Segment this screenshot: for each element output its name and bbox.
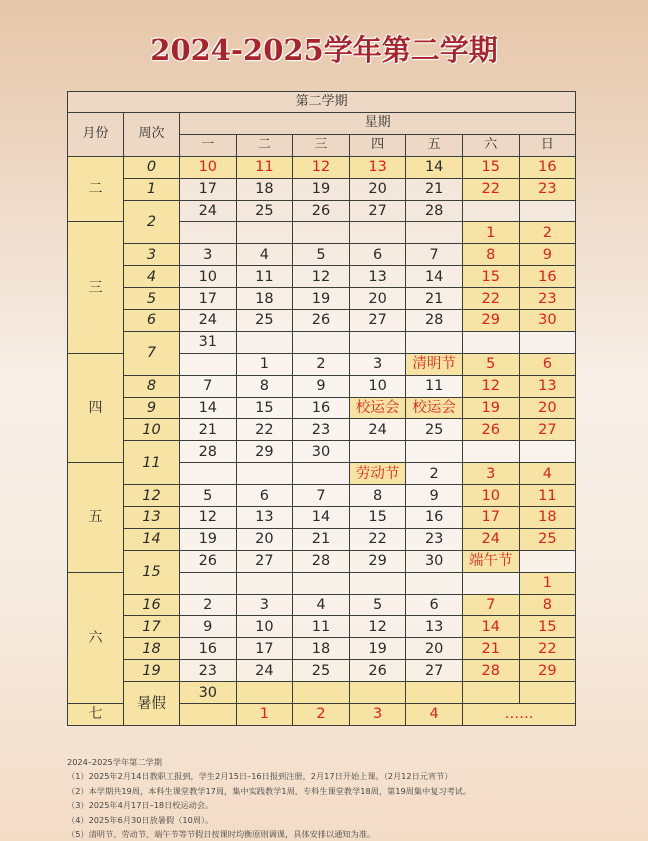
table-row: [68, 616, 576, 638]
day-cell: [519, 200, 576, 222]
table-row: [68, 178, 576, 200]
day-cell: [236, 682, 293, 704]
holiday-cell-qingming: 清明节: [406, 353, 463, 375]
day-cell: 23: [519, 288, 576, 310]
week-number: 2: [124, 200, 180, 244]
day-cell: 18: [519, 507, 576, 529]
day-cell: 30: [519, 310, 576, 332]
week-number: 3: [124, 244, 180, 266]
day-cell: 16: [519, 156, 576, 178]
day-cell: [349, 331, 406, 353]
day-cell: 3: [349, 704, 406, 726]
day-cell: 29: [349, 550, 406, 572]
day-cell: 17: [180, 178, 237, 200]
week-number: 8: [124, 375, 180, 397]
day-cell: 28: [406, 200, 463, 222]
day-cell: 19: [349, 638, 406, 660]
day-cell: 6: [406, 594, 463, 616]
day-cell: 12: [293, 266, 350, 288]
holiday-cell-labor-day: 劳动节: [349, 463, 406, 485]
day-cell: 17: [462, 507, 519, 529]
week-number: 1: [124, 178, 180, 200]
day-cell: 27: [349, 310, 406, 332]
day-cell: 11: [406, 375, 463, 397]
day-cell: 30: [406, 550, 463, 572]
day-cell: 15: [236, 397, 293, 419]
day-cell: 24: [180, 200, 237, 222]
day-cell: [293, 331, 350, 353]
week-number: 19: [124, 660, 180, 682]
day-cell: 20: [349, 288, 406, 310]
day-cell: 27: [349, 200, 406, 222]
notes-section: [67, 755, 471, 841]
day-cell: 1: [236, 353, 293, 375]
day-cell: 16: [519, 266, 576, 288]
day-cell: 27: [519, 419, 576, 441]
month-cell-may: 五: [68, 463, 124, 572]
day-cell: 20: [519, 397, 576, 419]
day-cell: 7: [293, 485, 350, 507]
day-cell: [519, 550, 576, 572]
table-row: [68, 200, 576, 222]
day-cell: 22: [462, 288, 519, 310]
day-cell: 4: [236, 244, 293, 266]
day-cell: 19: [293, 288, 350, 310]
day-cell: [462, 572, 519, 594]
day-cell: [462, 331, 519, 353]
day-cell: 14: [462, 616, 519, 638]
day-cell: [462, 441, 519, 463]
day-cell: 15: [462, 266, 519, 288]
day-cell: [293, 222, 350, 244]
day-cell: 3: [180, 244, 237, 266]
table-row: [68, 638, 576, 660]
day-cell: 16: [406, 507, 463, 529]
day-cell: [236, 331, 293, 353]
month-column-header: 月份: [68, 113, 124, 157]
day-cell: 9: [180, 616, 237, 638]
day-cell: 20: [349, 178, 406, 200]
day-cell: 1: [462, 222, 519, 244]
day-cell: [293, 463, 350, 485]
day-cell: [519, 682, 576, 704]
day-cell: [406, 331, 463, 353]
day-cell: [180, 222, 237, 244]
day-cell: 30: [293, 441, 350, 463]
weekday-group-header: 星期: [180, 113, 576, 135]
week-number: 4: [124, 266, 180, 288]
day-cell: 25: [519, 528, 576, 550]
weekday-wed: 三: [293, 134, 350, 156]
week-number: 10: [124, 419, 180, 441]
day-cell: 5: [462, 353, 519, 375]
day-cell: 25: [236, 310, 293, 332]
day-cell: [406, 572, 463, 594]
day-cell: 4: [519, 463, 576, 485]
day-cell: 26: [462, 419, 519, 441]
day-cell: 26: [293, 310, 350, 332]
vacation-week-label: 暑假: [124, 682, 180, 726]
day-cell: 5: [349, 594, 406, 616]
day-cell: 24: [349, 419, 406, 441]
table-row: [68, 660, 576, 682]
day-cell: 8: [519, 594, 576, 616]
day-cell: 14: [406, 156, 463, 178]
day-cell: 9: [406, 485, 463, 507]
week-column-header: 周次: [124, 113, 180, 157]
note-item: （2）本学期共19周，本科生课堂教学17周，集中实践教学1周，专科生课堂教学18周，第19周集中复习考试。: [67, 785, 472, 796]
day-cell: 6: [236, 485, 293, 507]
weekday-tue: 二: [236, 134, 293, 156]
table-row: [68, 528, 576, 550]
day-cell: 9: [293, 375, 350, 397]
table-row: [68, 397, 576, 419]
day-cell: 3: [462, 463, 519, 485]
day-cell: 21: [406, 288, 463, 310]
day-cell: 18: [236, 288, 293, 310]
day-cell: 29: [519, 660, 576, 682]
note-item: （4）2025年6月30日放暑假（10周）。: [67, 814, 214, 825]
week-number: 0: [124, 156, 180, 178]
week-number: 13: [124, 507, 180, 529]
week-number: 9: [124, 397, 180, 419]
day-cell: 29: [236, 441, 293, 463]
day-cell: 1: [236, 704, 293, 726]
day-cell: 20: [236, 528, 293, 550]
month-cell-jun: 六: [68, 572, 124, 703]
day-cell: [236, 222, 293, 244]
day-cell: [406, 222, 463, 244]
day-cell: 7: [180, 375, 237, 397]
day-cell: [293, 682, 350, 704]
day-cell: 6: [519, 353, 576, 375]
weekday-mon: 一: [180, 134, 237, 156]
day-cell: 26: [293, 200, 350, 222]
day-cell: 18: [236, 178, 293, 200]
day-cell: 11: [293, 616, 350, 638]
day-cell: 1: [519, 572, 576, 594]
month-cell-mar: 三: [68, 222, 124, 353]
table-row: [68, 682, 576, 704]
day-cell: 22: [236, 419, 293, 441]
day-cell: 13: [349, 156, 406, 178]
day-cell: 18: [293, 638, 350, 660]
day-cell: 2: [406, 463, 463, 485]
day-cell: 3: [236, 594, 293, 616]
day-cell: 15: [519, 616, 576, 638]
month-cell-jul: 七: [68, 704, 124, 726]
day-cell: 10: [236, 616, 293, 638]
day-cell: 21: [462, 638, 519, 660]
week-number: 6: [124, 310, 180, 332]
day-cell: 25: [293, 660, 350, 682]
day-cell: 23: [180, 660, 237, 682]
day-cell: 24: [180, 310, 237, 332]
weekday-sun: 日: [519, 134, 576, 156]
day-cell: 2: [293, 704, 350, 726]
note-item: （5）清明节、劳动节、端午节等节假日按课时均衡原则调课，具体安排以通知为准。: [67, 829, 376, 840]
semester-calendar-table: [67, 91, 576, 726]
day-cell: 4: [406, 704, 463, 726]
week-number: 17: [124, 616, 180, 638]
week-number: 12: [124, 485, 180, 507]
table-row: [68, 441, 576, 463]
day-cell: 6: [349, 244, 406, 266]
day-cell: 31: [180, 331, 237, 353]
day-cell: [349, 572, 406, 594]
day-cell: 13: [519, 375, 576, 397]
day-cell: 23: [293, 419, 350, 441]
table-row: [68, 288, 576, 310]
day-cell: 23: [519, 178, 576, 200]
day-cell: 26: [180, 550, 237, 572]
week-number: 7: [124, 331, 180, 375]
day-cell: [180, 572, 237, 594]
day-cell: 24: [236, 660, 293, 682]
day-cell: 10: [180, 156, 237, 178]
day-cell: 30: [180, 682, 237, 704]
day-cell: 14: [293, 507, 350, 529]
ellipsis-cell: ……: [462, 704, 575, 726]
day-cell: [349, 682, 406, 704]
day-cell: 17: [236, 638, 293, 660]
semester-header: 第二学期: [68, 92, 576, 113]
day-cell: 27: [236, 550, 293, 572]
day-cell: 22: [462, 178, 519, 200]
week-number: 15: [124, 550, 180, 594]
sports-meet-cell: 校运会: [349, 397, 406, 419]
day-cell: [462, 682, 519, 704]
day-cell: 5: [293, 244, 350, 266]
day-cell: 7: [406, 244, 463, 266]
day-cell: 19: [462, 397, 519, 419]
day-cell: 14: [180, 397, 237, 419]
day-cell: [180, 353, 237, 375]
day-cell: 25: [406, 419, 463, 441]
day-cell: [180, 704, 237, 726]
day-cell: 26: [349, 660, 406, 682]
day-cell: 22: [519, 638, 576, 660]
table-row: [68, 550, 576, 572]
sports-meet-cell: 校运会: [406, 397, 463, 419]
day-cell: 28: [462, 660, 519, 682]
week-number: 11: [124, 441, 180, 485]
day-cell: 16: [293, 397, 350, 419]
day-cell: 11: [236, 156, 293, 178]
day-cell: 12: [293, 156, 350, 178]
day-cell: [349, 441, 406, 463]
day-cell: 5: [180, 485, 237, 507]
day-cell: [519, 441, 576, 463]
day-cell: 23: [406, 528, 463, 550]
day-cell: 3: [349, 353, 406, 375]
table-row: [68, 331, 576, 353]
week-number: 16: [124, 594, 180, 616]
day-cell: [236, 572, 293, 594]
week-number: 14: [124, 528, 180, 550]
day-cell: 12: [180, 507, 237, 529]
day-cell: 25: [236, 200, 293, 222]
day-cell: 17: [180, 288, 237, 310]
note-item: （1）2025年2月14日教职工报到，学生2月15日–16日报到注册，2月17日开始上课。（2月12日元宵节）: [67, 771, 453, 782]
notes-heading: 2024–2025学年第二学期: [67, 757, 162, 767]
day-cell: 9: [519, 244, 576, 266]
day-cell: 16: [180, 638, 237, 660]
day-cell: 2: [519, 222, 576, 244]
day-cell: [180, 463, 237, 485]
week-number: 5: [124, 288, 180, 310]
holiday-cell-dragon-boat: 端午节: [462, 550, 519, 572]
month-cell-feb: 二: [68, 156, 124, 222]
table-row: [68, 266, 576, 288]
day-cell: [406, 682, 463, 704]
day-cell: 28: [293, 550, 350, 572]
table-row: [68, 485, 576, 507]
page-title: 2024-2025学年第二学期: [150, 33, 498, 67]
table-row: [68, 507, 576, 529]
day-cell: 10: [462, 485, 519, 507]
day-cell: 2: [180, 594, 237, 616]
day-cell: 19: [293, 178, 350, 200]
day-cell: 13: [236, 507, 293, 529]
day-cell: 8: [349, 485, 406, 507]
weekday-sat: 六: [462, 134, 519, 156]
day-cell: [462, 200, 519, 222]
day-cell: 10: [180, 266, 237, 288]
day-cell: 13: [349, 266, 406, 288]
day-cell: 24: [462, 528, 519, 550]
day-cell: 15: [462, 156, 519, 178]
day-cell: 8: [236, 375, 293, 397]
table-row: [68, 310, 576, 332]
day-cell: 21: [180, 419, 237, 441]
note-item: （3）2025年4月17日–18日校运动会。: [67, 800, 214, 811]
table-row: [68, 419, 576, 441]
day-cell: 7: [462, 594, 519, 616]
day-cell: [236, 463, 293, 485]
weekday-fri: 五: [406, 134, 463, 156]
day-cell: [349, 222, 406, 244]
day-cell: 21: [293, 528, 350, 550]
day-cell: 11: [236, 266, 293, 288]
week-number: 18: [124, 638, 180, 660]
day-cell: 10: [349, 375, 406, 397]
day-cell: 11: [519, 485, 576, 507]
day-cell: 27: [406, 660, 463, 682]
table-row: [68, 156, 576, 178]
day-cell: 12: [349, 616, 406, 638]
table-row: [68, 244, 576, 266]
day-cell: [406, 441, 463, 463]
day-cell: 19: [180, 528, 237, 550]
day-cell: 29: [462, 310, 519, 332]
day-cell: 20: [406, 638, 463, 660]
day-cell: 14: [406, 266, 463, 288]
table-row: [68, 375, 576, 397]
day-cell: 21: [406, 178, 463, 200]
day-cell: 8: [462, 244, 519, 266]
day-cell: 28: [180, 441, 237, 463]
day-cell: 13: [406, 616, 463, 638]
day-cell: 15: [349, 507, 406, 529]
table-row: [68, 594, 576, 616]
day-cell: [293, 572, 350, 594]
day-cell: 4: [293, 594, 350, 616]
day-cell: 12: [462, 375, 519, 397]
day-cell: 28: [406, 310, 463, 332]
day-cell: 2: [293, 353, 350, 375]
day-cell: 22: [349, 528, 406, 550]
day-cell: [519, 331, 576, 353]
month-cell-apr: 四: [68, 353, 124, 462]
weekday-thu: 四: [349, 134, 406, 156]
